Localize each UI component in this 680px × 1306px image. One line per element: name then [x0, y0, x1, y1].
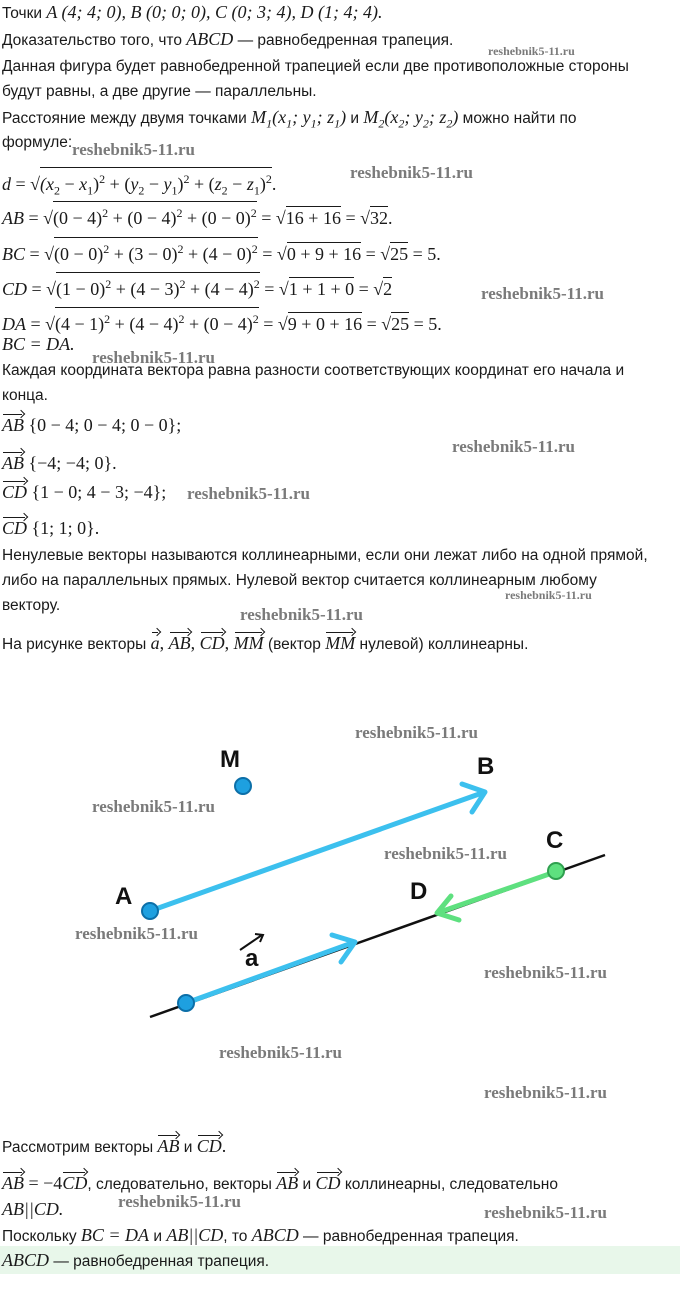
watermark: reshebnik5-11.ru	[384, 844, 507, 863]
bc-length: BC = $√(0 - 0)^2 + (3 - 0)^2 + (4 - 0)^2 = √0 + 9 + 16 = √25 = 5$.	[2, 237, 441, 264]
label-vector-a: a	[245, 945, 259, 972]
answer-line: ABCD — равнобедренная трапеция.	[2, 1250, 270, 1270]
formula-word: формуле:	[2, 134, 73, 151]
watermark: reshebnik5-11.ru	[355, 723, 478, 742]
vector-a	[186, 943, 352, 1003]
condition-line-2: будут равны, а две другие — параллельны.	[2, 83, 317, 100]
cd-vector-result: CD {1; 1; 0}.	[2, 518, 100, 538]
proof-statement: Доказательство того, что ABCD — равнобедренная трапеция.	[2, 29, 454, 49]
watermark: reshebnik5-11.ru	[505, 588, 592, 602]
coord-rule-1: Каждая координата вектора равна разности соответствующих координат его начала и	[2, 362, 625, 379]
condition-line-1: Данная фигура будет равнобедренной трапецией если две противоположные стороны	[2, 58, 629, 75]
watermark: reshebnik5-11.ru	[488, 44, 575, 58]
coord-rule-2: конца.	[2, 387, 48, 404]
ab-vector-calc: AB {0 − 4; 0 − 4; 0 − 0};	[2, 415, 182, 435]
watermark: reshebnik5-11.ru	[484, 1083, 607, 1102]
cd-vector-calc: CD {1 − 0; 4 − 3; −4};	[2, 482, 167, 502]
da-length: DA = $√(4 - 1)^2 + (4 - 4)^2 + (0 - 4)^2 = √9 + 0 + 16 = √25 = 5$.	[2, 307, 442, 334]
watermark: reshebnik5-11.ru	[72, 140, 195, 159]
watermark: reshebnik5-11.ru	[75, 924, 198, 943]
point-c	[548, 863, 564, 879]
watermark: reshebnik5-11.ru	[219, 1043, 342, 1062]
label-d: D	[410, 878, 428, 905]
watermark: reshebnik5-11.ru	[187, 484, 310, 503]
watermark: reshebnik5-11.ru	[118, 1192, 241, 1211]
bc-equals-da: BC = DA.	[2, 334, 75, 354]
collinear-def-3: вектору.	[2, 597, 61, 614]
distance-intro: Расстояние между двумя точками $M_1(x_1$; $y_1$; $z_1$) и $M_2(x_2$; $y_2$; $z_2$) можно найти по	[2, 107, 577, 131]
label-c: C	[546, 827, 564, 854]
watermark: reshebnik5-11.ru	[240, 605, 363, 624]
points-line: Точки A (4; 4; 0), B (0; 0; 0), C (0; 3; 4), D (1; 4; 4).	[2, 2, 383, 22]
since-line: Поскольку BC = DA и AB||CD, то ABCD — равнобедренная трапеция.	[2, 1225, 519, 1245]
collinear-def-2: либо на параллельных прямых. Нулевой вектор считается коллинеарным любому	[2, 572, 597, 589]
parallel-statement: AB||CD.	[2, 1199, 64, 1219]
watermark: reshebnik5-11.ru	[452, 437, 575, 456]
label-b: B	[477, 753, 495, 780]
consider-line: Рассмотрим векторы AB и CD.	[2, 1136, 227, 1156]
watermark: reshebnik5-11.ru	[484, 963, 607, 982]
point-a	[142, 903, 158, 919]
points-math: A (4; 4; 0), B (0; 0; 0), C (0; 3; 4), D (1; 4; 4).	[46, 2, 383, 22]
cd-length: CD = $√(1 - 0)^2 + (4 - 3)^2 + (4 - 4)^2 = √1 + 1 + 0 = √2$	[2, 272, 392, 299]
collinear-def-1: Ненулевые векторы называются коллинеарными, если они лежат либо на одной прямой,	[2, 547, 648, 564]
vector-cd	[440, 872, 555, 912]
watermark: reshebnik5-11.ru	[92, 797, 215, 816]
label-m: M	[220, 746, 240, 773]
watermark: reshebnik5-11.ru	[484, 1203, 607, 1222]
watermark: reshebnik5-11.ru	[350, 163, 473, 182]
relation-line: AB = −4CD, следовательно, векторы AB и CD коллинеарны, следовательно	[2, 1173, 558, 1193]
point-m	[235, 778, 251, 794]
point-a-start	[178, 995, 194, 1011]
distance-formula: $d = √(x_2 - x_1)^2 + (y_2 - y_1)^2 + (z_2 - z_1)^2$.	[2, 167, 276, 201]
figure-caption: На рисунке векторы a, AB, CD, MM (вектор MM нулевой) коллинеарны.	[2, 633, 529, 653]
watermark: reshebnik5-11.ru	[481, 284, 604, 303]
watermark: reshebnik5-11.ru	[92, 348, 215, 367]
ab-vector-result: AB {−4; −4; 0}.	[2, 453, 117, 473]
label-a: A	[115, 883, 133, 910]
ab-length: AB = $√(0 - 4)^2 + (0 - 4)^2 + (0 - 0)^2 = √16 + 16 = √32$.	[2, 201, 392, 228]
